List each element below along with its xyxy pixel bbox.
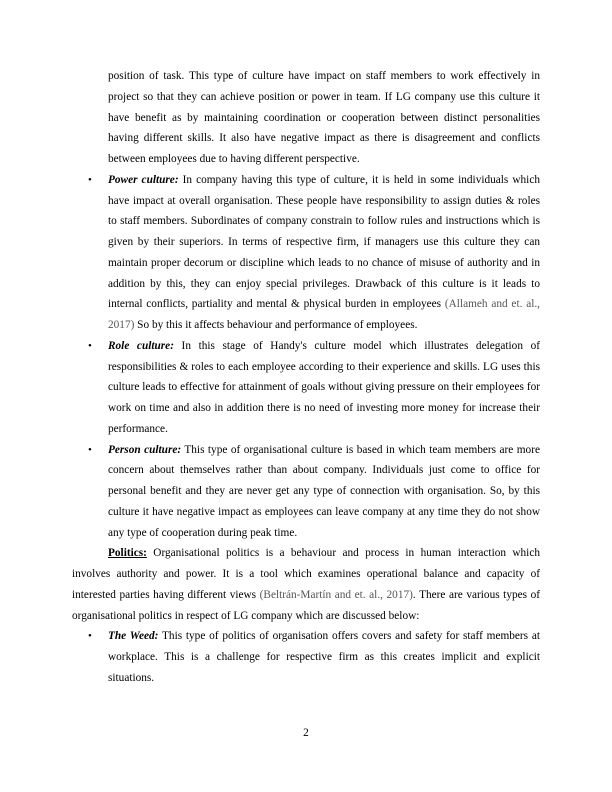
list-item-person-culture: [72, 440, 540, 544]
item-text: In this stage of Handy's culture model which illustrates delegation of responsibilities & roles to each employee according to their experience and skills. LG uses this culture leads to effective for attainment of goals without giving pressure on their employees for work on time and also in addition there is no need of investing more money for increase their performance.: [108, 339, 540, 435]
citation: (Allameh and et. al., 2017): [108, 298, 540, 331]
list-item-role-culture: [72, 336, 540, 440]
item-text: This type of organisational culture is based in which team members are more concern about themselves rather than about company. Individuals just come to office for personal benefit and they are never get any type of connection with organisation. So, by this culture it have negative impact as employees can leave company at any time they do not show any type of cooperation during peak time.: [108, 443, 540, 539]
item-text: In company having this type of culture, it is held in some individuals which have impact at overall organisation. These people have responsibility to assign duties & roles to staff members. Subordinates of company constrain to follow rules and instructions which is given by their superiors. In terms of respective firm, if managers use this culture they can maintain proper decorum or discipline which leads to no chance of misuse of authority and in addition by this, they can enjoy special privileges. Drawback of this culture is it leads to internal conflicts, partiality and mental & physical burden in employees: [108, 173, 540, 311]
politics-text-after: . There are various types of organisational politics in respect of LG company which are discussed below:: [72, 588, 541, 622]
page-number: 2: [303, 727, 309, 739]
bullet-icon: •: [88, 443, 92, 456]
culture-types-list: [72, 170, 540, 544]
list-item-the-weed: [72, 626, 540, 688]
term-label: The Weed:: [108, 630, 159, 643]
term-label: Person culture:: [108, 443, 182, 456]
bullet-icon: •: [88, 173, 92, 186]
item-text-after: So by this it affects behaviour and performance of employees.: [134, 319, 418, 331]
politics-text: Organisational politics is a behaviour and process in human interaction which involves authority and power. It is a tool which examines operational balance and capacity of interested parties having different views: [72, 547, 540, 601]
item-text: This type of politics of organisation offers covers and safety for staff members at workplace. This is a challenge for respective firm as this creates implicit and explicit situations.: [108, 630, 541, 684]
intro-paragraph: position of task. This type of culture have impact on staff members to work effectively in project so that they can achieve position or power in team. If LG company use this culture it have benefit as by maintaining coordination or cooperation between distinct personalities having different skills. It also have negative impact as there is disagreement and conflicts between employees due to having different perspective.: [108, 70, 540, 165]
politics-heading: Politics:: [108, 547, 147, 560]
list-item-power-culture: [72, 170, 540, 336]
page-content: [72, 66, 540, 689]
politics-paragraph: [72, 543, 540, 626]
bullet-icon: •: [88, 339, 92, 352]
politics-types-list: [72, 626, 540, 688]
bullet-icon: •: [88, 630, 92, 643]
citation: (Beltrán-Martín and et. al., 2017): [259, 588, 413, 601]
term-label: Role culture:: [108, 339, 174, 352]
term-label: Power culture:: [108, 173, 179, 186]
